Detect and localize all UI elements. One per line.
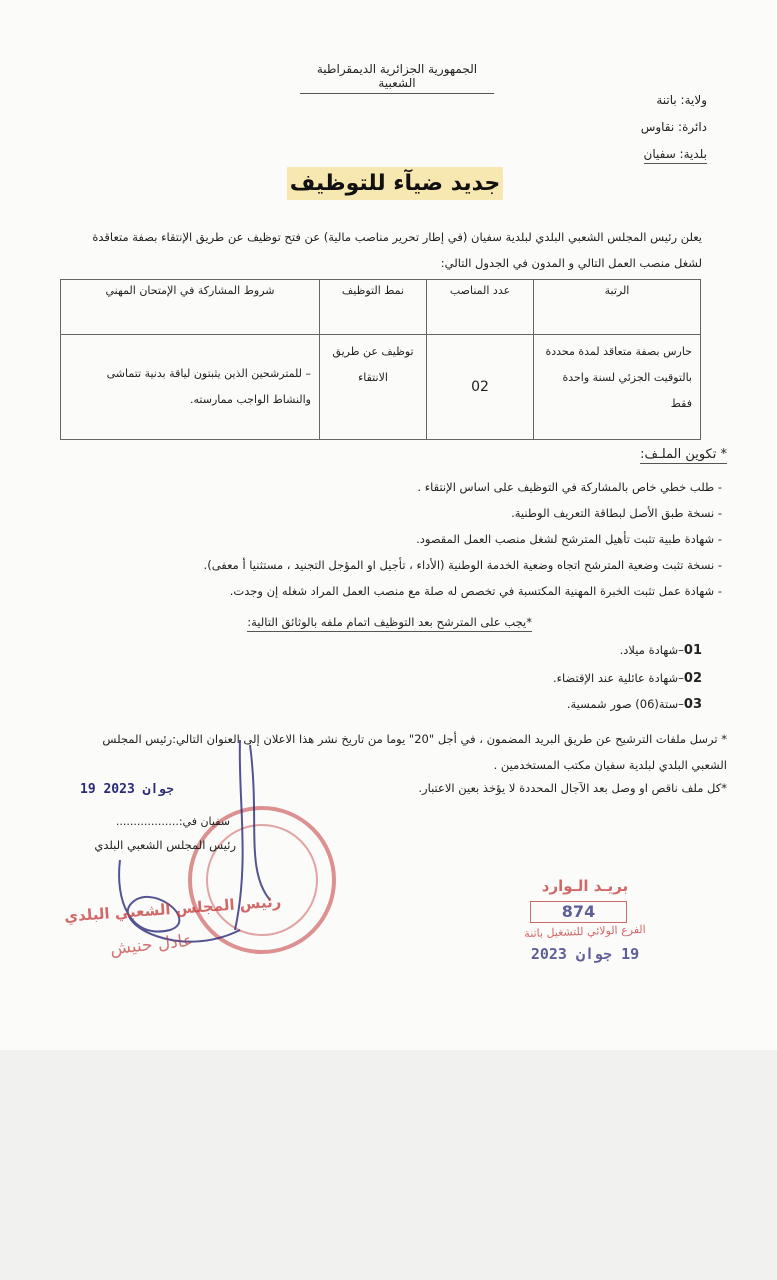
date-stamp: 19 جوان 2023 <box>80 782 174 797</box>
received-stamp-number: 874 <box>530 901 627 923</box>
send-instructions: * ترسل ملفات الترشيح عن طريق البريد المضمون ، في أجل "20" يوما من تاريخ نشر هذا الاعلان إلى العنوان التالي:رئيس المجلس الشعبي البلدي لبلدية سفيان مكتب المستخدمين . <box>102 732 727 772</box>
cell-conditions: – للمترشحين الذين يثبتون لياقة بدنية تتماشى والنشاط الواجب ممارسته. <box>61 335 320 440</box>
doc-number: 02 <box>683 671 702 686</box>
cell-count: 02 <box>427 335 534 440</box>
table-row <box>61 335 701 440</box>
doc-text: –ستة(06) صور شمسية. <box>566 697 684 711</box>
positions-table <box>60 279 701 440</box>
list-item: - شهادة طبية تثبت تأهيل المترشح لشغل منصب العمل المقصود. <box>102 526 722 552</box>
received-stamp <box>490 875 680 970</box>
doc-number: 01 <box>683 643 702 658</box>
blank-lower-area <box>0 1050 777 1280</box>
signature-title: رئيس المجلس الشعبي البلدي <box>94 838 236 852</box>
col-conditions-header: شروط المشاركة في الإمتحان المهني <box>61 280 320 335</box>
list-item: - طلب خطي خاص بالمشاركة في التوظيف على اساس الإنتقاء . <box>102 474 722 500</box>
late-note: *كل ملف ناقص او وصل بعد الآجال المحددة لا يؤخذ بعين الاعتبار. <box>418 781 727 795</box>
cell-mode: توظيف عن طريق الانتقاء <box>320 335 427 440</box>
after-hire-note: *يجب على المترشح بعد التوظيف اتمام ملفه بالوثائق التالية: <box>247 615 532 632</box>
commune-line: بلدية: سفيان <box>644 147 707 164</box>
list-item: - نسخة تثبت وضعية المترشح اتجاه وضعية الخدمة الوطنية (الأداء ، تأجيل او المؤجل التجنيد ، مستثنيا أ معفى). <box>102 552 722 578</box>
seal-text: رئيس المجلس الشعبي البلدي <box>63 892 282 926</box>
list-item: - نسخة طبق الأصل لبطاقة التعريف الوطنية. <box>102 500 722 526</box>
cell-rank: حارس بصفة متعاقد لمدة محددة بالتوقيت الجزئي لسنة واحدة فقط <box>534 335 701 440</box>
after-doc-1 <box>102 643 702 658</box>
list-item: - شهادة عمل تثبت الخبرة المهنية المكتسبة في تخصص له صلة مع منصب العمل المراد شغله إن وجدت. <box>102 578 722 604</box>
table-header-row <box>61 280 701 335</box>
col-rank-header: الرتبة <box>534 280 701 335</box>
daira-line: دائرة: نقاوس <box>640 120 707 134</box>
wilaya-line: ولاية: باتنة <box>656 93 707 107</box>
doc-number: 03 <box>683 697 702 712</box>
doc-text: –شهادة ميلاد. <box>619 643 684 657</box>
received-stamp-title: بريـد الـوارد <box>541 877 629 895</box>
col-count-header: عدد المناصب <box>427 280 534 335</box>
file-section-title: * تكوين الملـف: <box>640 447 727 462</box>
banner-title: جديد ضيآء للتوظيف <box>287 167 503 200</box>
signature-place: سفيان في:.................. <box>115 815 230 828</box>
col-mode-header: نمط التوظيف <box>320 280 427 335</box>
after-doc-2 <box>102 671 702 686</box>
received-stamp-date: 19 جوان 2023 <box>530 945 640 963</box>
intro-paragraph: يعلن رئيس المجلس الشعبي البلدي لبلدية سفيان (في إطار تحرير مناصب مالية) عن فتح توظيف عن طريق الإنتقاء بصفة متعاقدة لشغل منصب العمل التالي و المدون في الجدول التالي: <box>92 230 702 270</box>
seal-name: عادل حنيش <box>109 930 194 960</box>
republic-header: الجمهورية الجزائرية الديمقراطية الشعبية <box>300 62 494 94</box>
file-items-list <box>102 474 722 604</box>
after-doc-3 <box>102 697 702 712</box>
received-stamp-branch: الفرع الولائي للتشغيل باتنة <box>524 922 646 941</box>
doc-text: –شهادة عائلية عند الإقتضاء. <box>552 671 684 685</box>
